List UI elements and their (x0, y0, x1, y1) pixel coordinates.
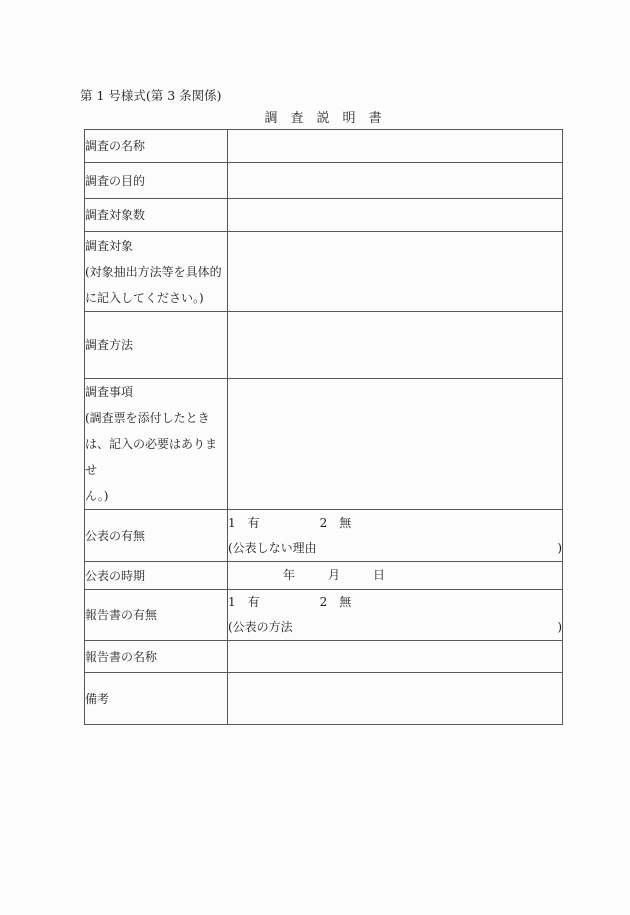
date-day-label: 日 (373, 568, 386, 582)
table-row-publication-date (85, 562, 563, 590)
label-survey-items-note-3: ん。) (85, 489, 109, 503)
report-method-line (228, 615, 562, 640)
label-survey-items-title: 調査事項 (85, 385, 134, 399)
label-survey-target-note-2: に記入してください。) (85, 290, 204, 305)
page-title: 調 査 説 明 書 (264, 111, 382, 126)
publication-reason-line (228, 536, 562, 561)
table-row-report-status (85, 590, 563, 641)
date-month-label: 月 (328, 568, 341, 582)
value-survey-target (228, 232, 563, 312)
label-report-name: 報告書の名称 (85, 641, 228, 673)
value-survey-purpose (228, 163, 563, 199)
value-publication-date (228, 562, 563, 590)
table-row-publication-status (85, 510, 563, 562)
date-year-label: 年 (283, 568, 296, 582)
value-report-status (228, 590, 563, 641)
value-publication-status (228, 510, 563, 562)
value-survey-target-count (228, 199, 563, 232)
publication-reason-close-paren: ) (557, 540, 562, 555)
value-survey-method (228, 312, 563, 379)
publication-status-options (228, 511, 562, 536)
form-id: 第 1 号様式(第 3 条関係) (80, 88, 222, 103)
publication-option-yes: 1 有 (228, 515, 260, 530)
table-row-report-name (85, 641, 563, 673)
value-report-name (228, 641, 563, 673)
publication-reason-label: (公表しない理由 (228, 540, 317, 555)
report-method-label: (公表の方法 (228, 620, 293, 634)
table-row-survey-target-count (85, 199, 563, 232)
table-row-remarks (85, 673, 563, 725)
label-survey-items (85, 379, 228, 510)
survey-form-table (84, 129, 563, 725)
label-survey-items-note-2: は、記入の必要はありませ (85, 437, 218, 477)
table-row-survey-purpose (85, 163, 563, 199)
value-remarks (228, 673, 563, 725)
report-status-options (228, 590, 562, 615)
publication-date-line (228, 563, 562, 588)
report-method-close-paren: ) (557, 620, 562, 634)
label-publication-date: 公表の時期 (85, 562, 228, 590)
report-option-yes: 1 有 (228, 595, 260, 609)
value-survey-name (228, 130, 563, 163)
label-survey-purpose: 調査の目的 (85, 163, 228, 199)
label-survey-name: 調査の名称 (85, 130, 228, 163)
label-survey-target (85, 232, 228, 312)
table-row-survey-name (85, 130, 563, 163)
label-survey-target-note-1: (対象抽出方法等を具体的 (85, 264, 222, 279)
report-option-no: 2 無 (319, 595, 352, 609)
label-survey-target-title: 調査対象 (85, 238, 134, 253)
publication-option-no: 2 無 (319, 515, 352, 530)
table-row-survey-target (85, 232, 563, 312)
label-survey-method: 調査方法 (85, 312, 228, 379)
label-publication-status: 公表の有無 (85, 510, 228, 562)
label-report-status: 報告書の有無 (85, 590, 228, 641)
table-row-survey-items (85, 379, 563, 510)
label-survey-items-note-1: (調査票を添付したとき (85, 411, 210, 425)
value-survey-items (228, 379, 563, 510)
table-row-survey-method (85, 312, 563, 379)
label-remarks: 備考 (85, 673, 228, 725)
label-survey-target-count: 調査対象数 (85, 199, 228, 232)
